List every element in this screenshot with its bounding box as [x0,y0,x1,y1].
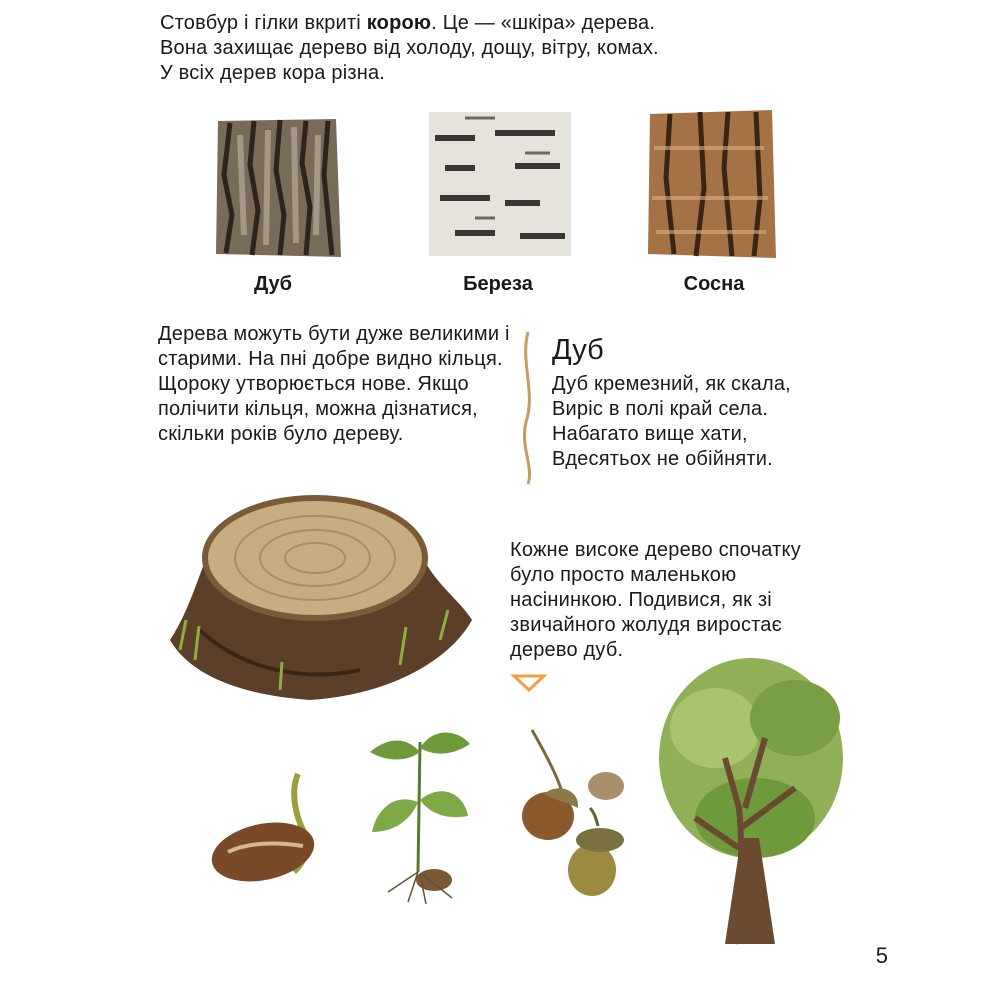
intro-line-2: Вона захищає дерево від холоду, дощу, вітру, комах. [160,37,659,59]
pine-bark-image [644,108,779,260]
rings-paragraph: Дерева можуть бути дуже великими і старими. На пні добре видно кільця. Щороку утворюється нове. Якщо полічити кільця, можна дізнатися, скільки років було дереву. [158,323,510,445]
sprouting-acorn-image [208,772,326,887]
poem-line: Вдесятьох не обійняти. [552,448,773,470]
poem-title: Дуб [552,334,604,366]
twig-divider-icon [518,332,538,484]
poem-line: Набагато вище хати, [552,423,748,445]
bark-label-oak: Дуб [254,273,292,295]
tree-stump-image [160,490,475,705]
poem-line: Дуб кремезний, як скала, [552,373,791,395]
acorns-image [518,728,628,898]
bold-word-bark: корою [366,12,432,34]
intro-paragraph [160,11,800,86]
bark-label-pine: Сосна [683,273,745,295]
oak-tree-image [655,648,850,946]
intro-line-3: У всіх дерев кора різна. [160,62,386,84]
bark-label-birch: Береза [463,273,533,295]
oak-bark-image [210,115,345,260]
oak-seedling-image [362,722,474,907]
triangle-marker-icon [512,674,546,692]
intro-line-1: Стовбур і гілки вкриті корою. Це — «шкіра» дерева. [160,12,656,34]
growth-paragraph: Кожне високе дерево спочатку було просто маленькою насінинкою. Подивися, як зі звичайного жолудя виростає дерево дуб. [510,539,801,661]
page-number: 5 [875,943,888,968]
poem-line: Виріс в полі край села. [552,398,769,420]
poem-body [552,372,882,472]
birch-bark-image [425,108,575,258]
